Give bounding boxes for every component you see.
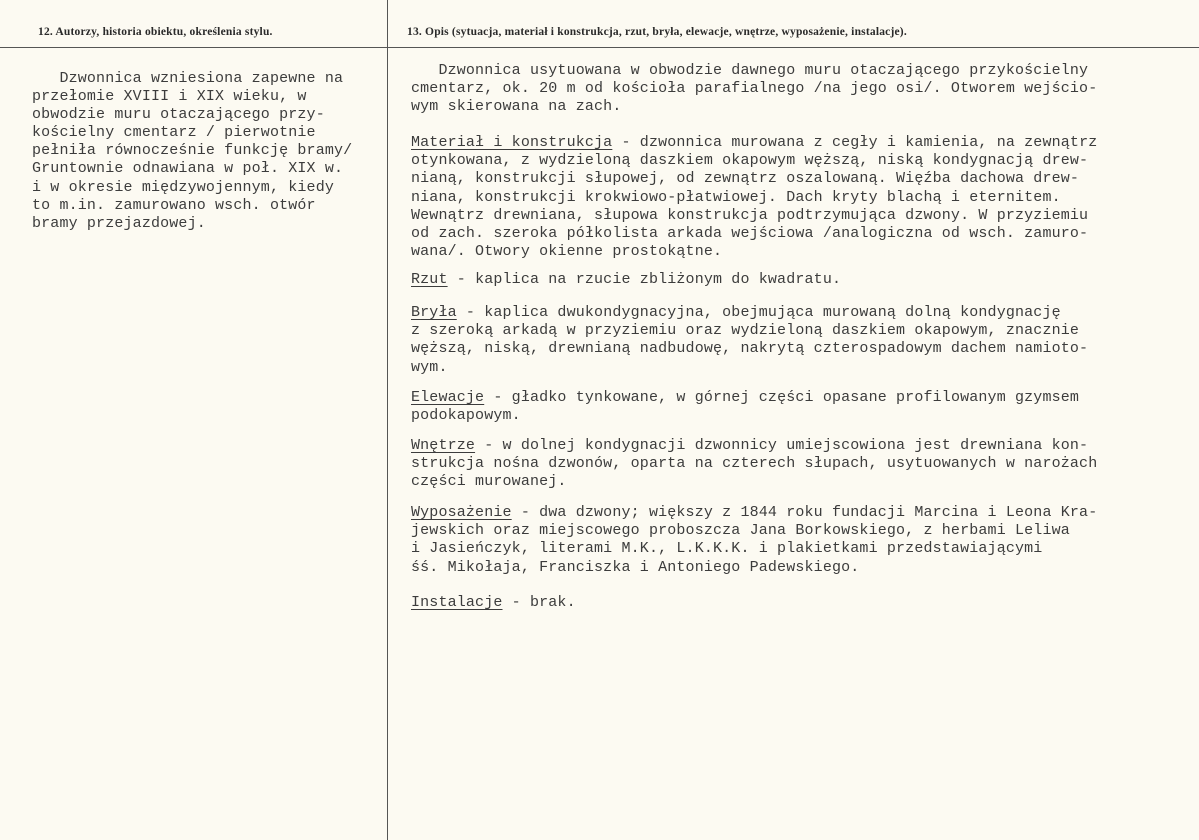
text-line: obwodzie muru otaczającego przy- <box>32 106 325 124</box>
text-line: wana/. Otwory okienne prostokątne. <box>411 243 723 261</box>
text-line: nianą, konstrukcji słupowej, od zewnątrz oszalowaną. Więźba dachowa drew- <box>411 170 1080 188</box>
furnishing-label: Wyposażenie <box>411 504 512 521</box>
installations-paragraph <box>411 594 576 612</box>
text-line: Dzwonnica usytuowana w obwodzie dawnego muru otaczającego przykościelny <box>411 62 1089 79</box>
header-divider <box>0 47 1199 48</box>
text-line <box>411 594 576 612</box>
furnishing-paragraph <box>411 504 1097 577</box>
material-paragraph <box>411 134 1097 261</box>
elevations-paragraph <box>411 389 1079 425</box>
plan-paragraph <box>411 271 841 289</box>
text-line: śś. Mikołaja, Franciszka i Antoniego Padewskiego. <box>411 558 860 576</box>
section-13-heading: 13. Opis (sytuacja, materiał i konstrukcja, rzut, bryła, elewacje, wnętrze, wyposażenie, instalacje). <box>407 26 907 38</box>
text-line: i Jasieńczyk, literami M.K., L.K.K.K. i plakietkami przedstawiającymi <box>411 540 1043 558</box>
history-text <box>32 70 352 233</box>
text-line: z szeroką arkadą w przyziemiu oraz wydzieloną daszkiem okapowym, znacznie <box>411 322 1080 340</box>
text-line: Gruntownie odnawiana w poł. XIX w. <box>32 160 344 178</box>
text-line: wym skierowana na zach. <box>411 98 622 116</box>
text-line: bramy przejazdowej. <box>32 214 206 232</box>
text-line: przełomie XVIII i XIX wieku, w <box>32 88 307 106</box>
text-line: kościelny cmentarz / pierwotnie <box>32 124 316 142</box>
plan-label: Rzut <box>411 271 448 288</box>
text-line: części murowanej. <box>411 473 567 491</box>
furnishing-text: - dwa dzwony; większy z 1844 roku fundacji Marcina i Leona Kra- <box>511 504 1098 521</box>
text-line: pełniła równocześnie funkcję bramy/ <box>32 142 353 160</box>
material-label: Materiał i konstrukcja <box>411 134 613 151</box>
text-line: Wewnątrz drewniana, słupowa konstrukcja podtrzymująca dzwony. W przyziemiu <box>411 206 1089 224</box>
text-line: cmentarz, ok. 20 m od kościoła parafialnego /na jego osi/. Otworem wejścio- <box>411 80 1098 98</box>
text-line: i w okresie międzywojennym, kiedy <box>32 178 334 196</box>
text-line: Dzwonnica wzniesiona zapewne na <box>32 70 344 87</box>
massing-label: Bryła <box>411 304 457 321</box>
text-line <box>411 504 1097 522</box>
text-line <box>411 437 1097 455</box>
text-line <box>411 304 1088 322</box>
column-divider <box>387 0 388 840</box>
situation-paragraph <box>411 62 1097 117</box>
massing-paragraph <box>411 304 1088 377</box>
text-line: podokapowym. <box>411 407 521 425</box>
text-line: jewskich oraz miejscowego proboszcza Jana Borkowskiego, z herbami Leliwa <box>411 522 1070 540</box>
interior-label: Wnętrze <box>411 437 476 454</box>
material-text: - dzwonnica murowana z cegły i kamienia, na zewnątrz <box>612 134 1098 151</box>
text-line: to m.in. zamurowano wsch. otwór <box>32 196 316 214</box>
text-line: węższą, niską, drewnianą nadbudowę, nakrytą czterospadowym dachem namioto- <box>411 340 1089 358</box>
text-line: niana, konstrukcji krokwiowo-płatwiowej. Dach kryty blachą i eternitem. <box>411 188 1061 206</box>
text-line: strukcja nośna dzwonów, oparta na czterech słupach, usytuowanych w narożach <box>411 455 1098 473</box>
plan-text: - kaplica na rzucie zbliżonym do kwadratu. <box>447 271 842 288</box>
section-12-heading: 12. Autorzy, historia obiektu, określenia stylu. <box>38 26 273 38</box>
massing-text: - kaplica dwukondygnacyjna, obejmująca murowaną dolną kondygnację <box>456 304 1061 321</box>
text-line <box>411 271 841 289</box>
text-line <box>411 389 1079 407</box>
interior-paragraph <box>411 437 1097 492</box>
installations-label: Instalacje <box>411 594 503 611</box>
text-line: otynkowana, z wydzieloną daszkiem okapowym węższą, niską kondygnacją drew- <box>411 152 1089 170</box>
elevations-label: Elewacje <box>411 389 485 406</box>
elevations-text: - gładko tynkowane, w górnej części opasane profilowanym gzymsem <box>484 389 1080 406</box>
text-line: wym. <box>411 358 448 376</box>
interior-text: - w dolnej kondygnacji dzwonnicy umiejscowiona jest drewniana kon- <box>475 437 1089 454</box>
installations-text: - brak. <box>502 594 576 611</box>
text-line: od zach. szeroka półkolista arkada wejściowa /analogiczna od wsch. zamuro- <box>411 225 1089 243</box>
text-line <box>411 134 1097 152</box>
